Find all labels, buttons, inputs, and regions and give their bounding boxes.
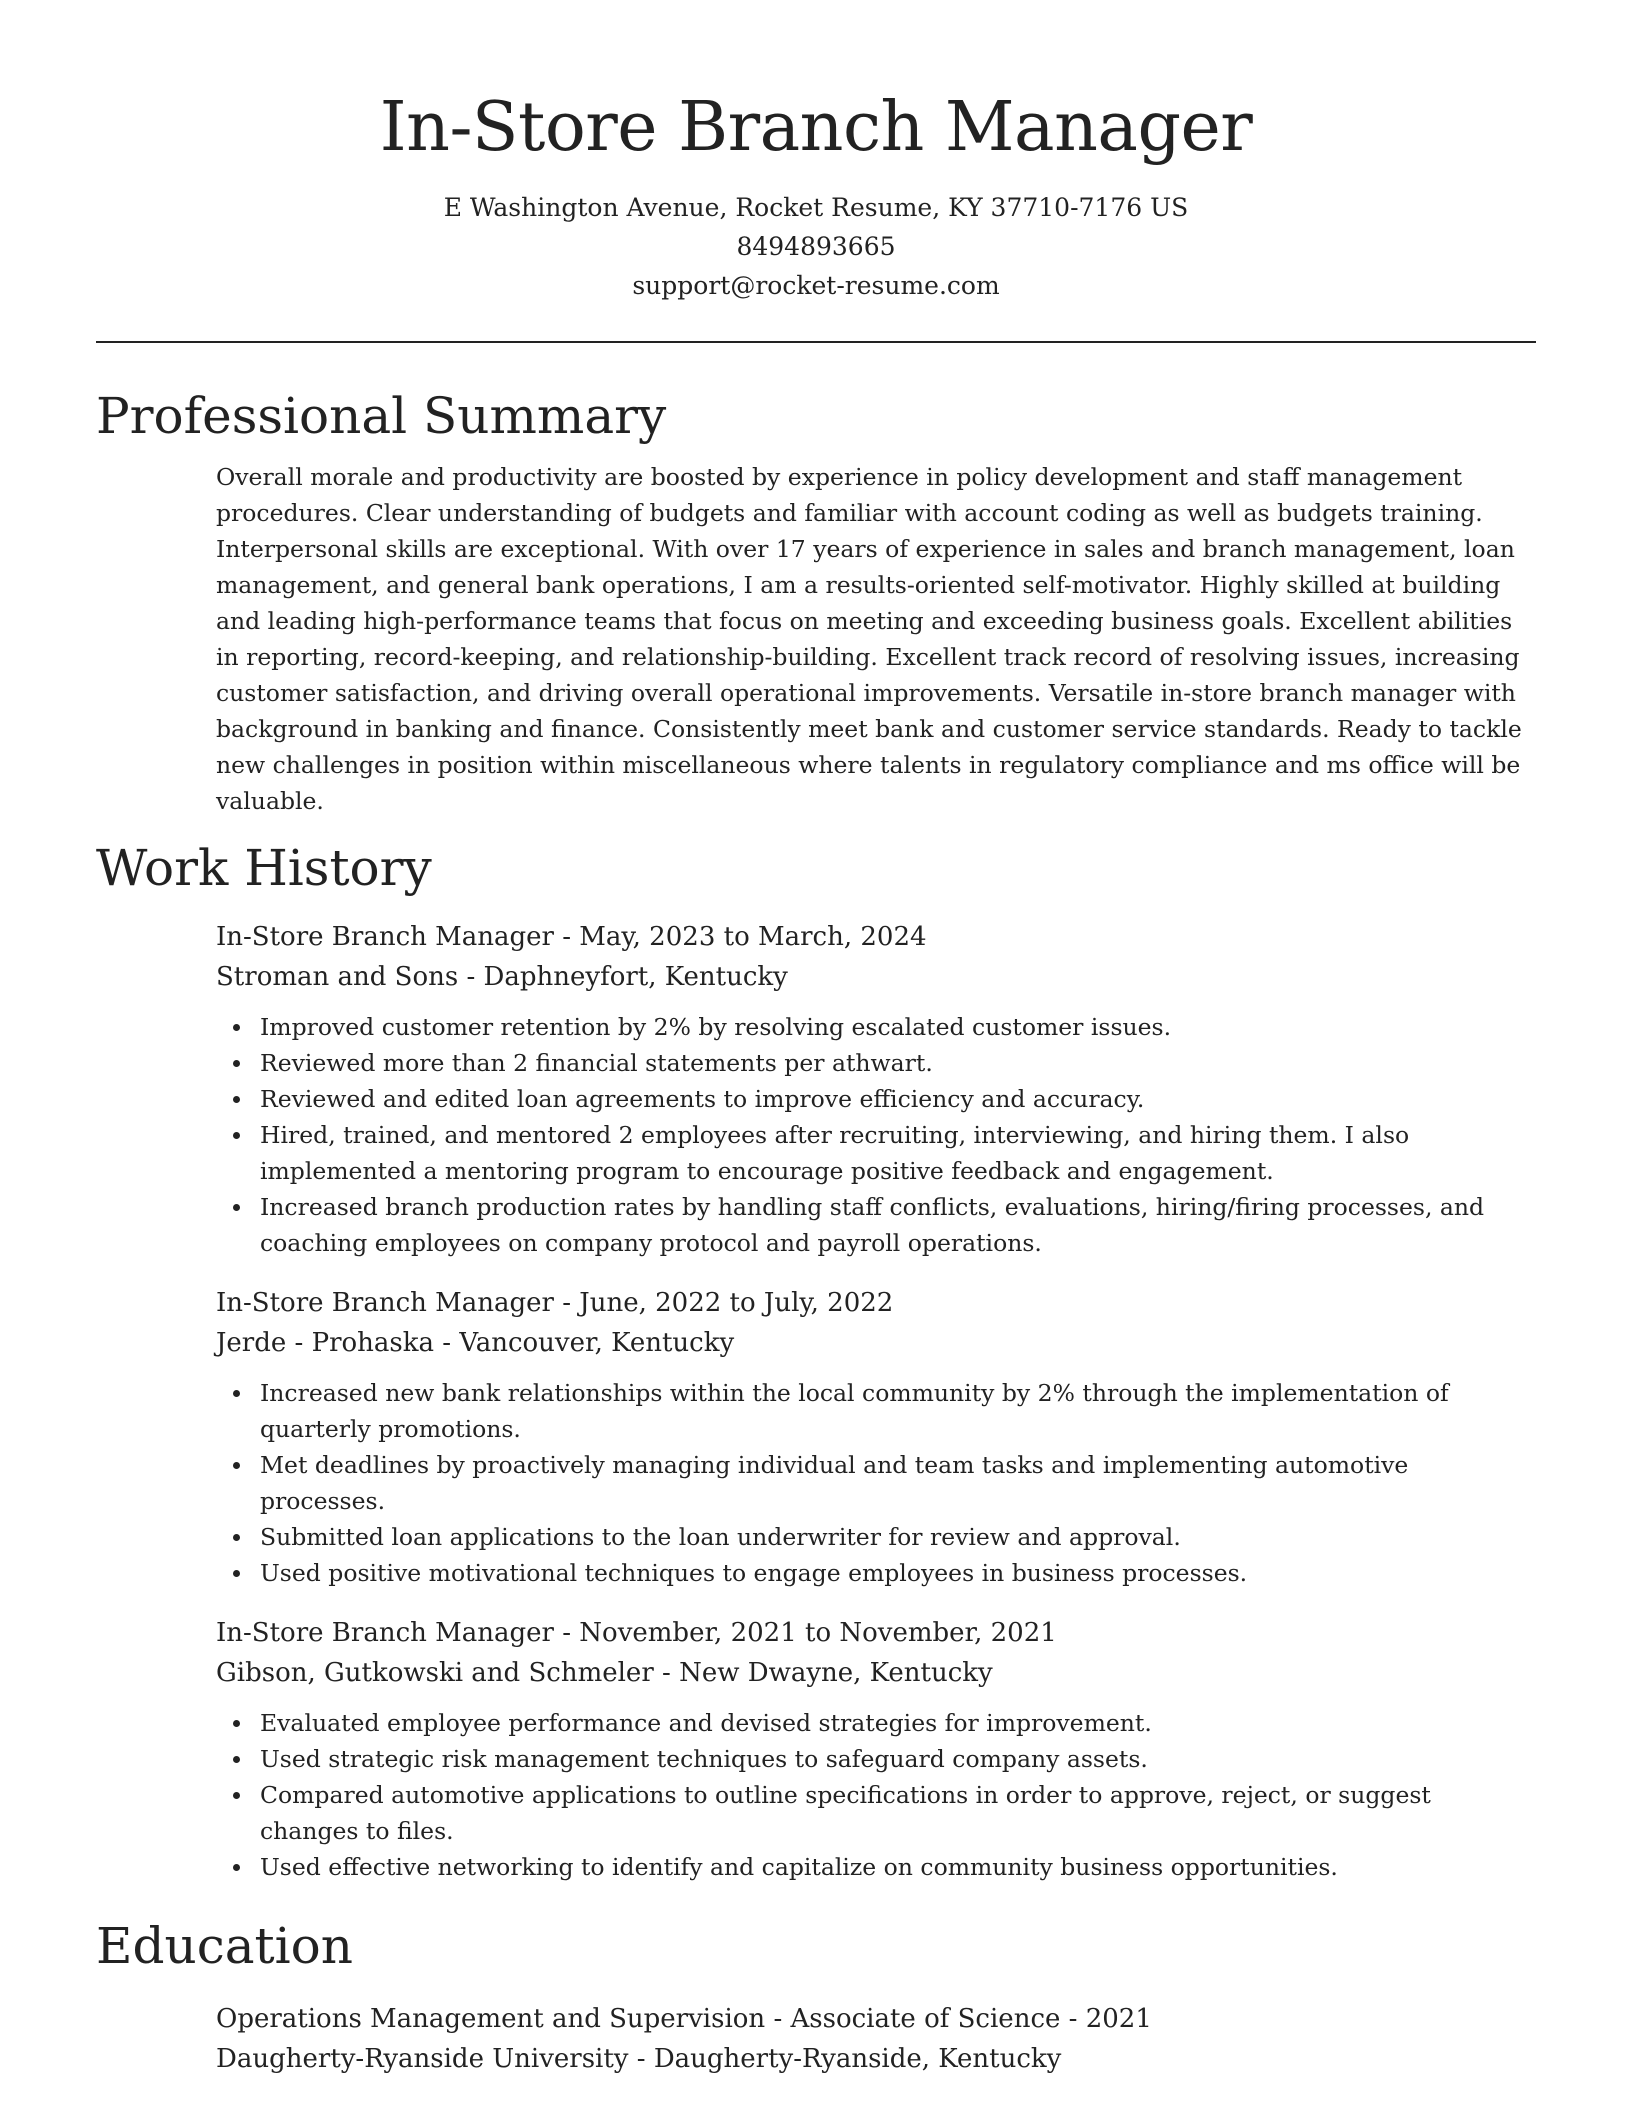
education-school: Daugherty-Ryanside University	[216, 2044, 629, 2074]
job-dates: - May, 2023 to March, 2024	[553, 922, 927, 952]
job-bullet: Reviewed more than 2 financial statements per athwart.	[216, 1045, 1536, 1081]
contact-phone: 8494893665	[736, 232, 896, 261]
job-bullet: Improved customer retention by 2% by resolving escalated customer issues.	[216, 1009, 1536, 1045]
job-entry	[216, 1283, 1536, 1591]
contact-address: E Washington Avenue, Rocket Resume, KY 37710-7176 US	[443, 193, 1189, 222]
professional-summary-section	[96, 381, 1536, 819]
job-company-line	[216, 1653, 1536, 1693]
job-company: Jerde - Prohaska	[216, 1328, 435, 1358]
job-location: - Vancouver, Kentucky	[434, 1328, 735, 1358]
job-title: In-Store Branch Manager	[216, 922, 554, 952]
job-title: In-Store Branch Manager	[216, 1618, 554, 1648]
education-entry	[216, 1999, 1536, 2079]
job-location: - New Dwayne, Kentucky	[653, 1658, 993, 1688]
work-history-section	[96, 833, 1536, 1885]
job-bullet: Evaluated employee performance and devised strategies for improvement.	[216, 1705, 1536, 1741]
job-company-line	[216, 1323, 1536, 1363]
job-bullets	[216, 1375, 1536, 1591]
job-company: Gibson, Gutkowski and Schmeler	[216, 1658, 654, 1688]
job-bullet: Used positive motivational techniques to engage employees in business processes.	[216, 1555, 1536, 1591]
job-bullet: Met deadlines by proactively managing individual and team tasks and implementing automotive processes.	[216, 1447, 1536, 1519]
job-bullet: Compared automotive applications to outline specifications in order to approve, reject, or suggest changes to files.	[216, 1777, 1536, 1849]
education-degree-line	[216, 1999, 1536, 2039]
section-heading-education: Education	[96, 1917, 353, 1975]
education-location: - Daugherty-Ryanside, Kentucky	[628, 2044, 1062, 2074]
job-bullet: Increased new bank relationships within the local community by 2% through the implementation of quarterly promotions.	[216, 1375, 1536, 1447]
job-bullet: Submitted loan applications to the loan underwriter for review and approval.	[216, 1519, 1536, 1555]
job-company: Stroman and Sons	[216, 962, 459, 992]
education-school-line	[216, 2039, 1536, 2079]
job-bullet: Hired, trained, and mentored 2 employees after recruiting, interviewing, and hiring them. I also implemented a mentoring program to encourage positive feedback and engagement.	[216, 1117, 1536, 1189]
job-dates: - November, 2021 to November, 2021	[553, 1618, 1057, 1648]
education-degree: Operations Management and Supervision - Associate of Science	[216, 2004, 1061, 2034]
contact-email: support@rocket-resume.com	[632, 271, 1000, 300]
job-title-line	[216, 1283, 1536, 1323]
job-bullet: Used strategic risk management techniques to safeguard company assets.	[216, 1741, 1536, 1777]
section-heading-work-history: Work History	[96, 839, 432, 897]
job-bullet: Increased branch production rates by handling staff conflicts, evaluations, hiring/firing processes, and coaching employees on company protocol and payroll operations.	[216, 1189, 1536, 1261]
job-bullet: Reviewed and edited loan agreements to improve efficiency and accuracy.	[216, 1081, 1536, 1117]
contact-info	[96, 188, 1536, 305]
job-title-line	[216, 917, 1536, 957]
section-heading-summary: Professional Summary	[96, 387, 667, 445]
resume-title: In-Store Branch Manager	[379, 88, 1253, 167]
education-section	[96, 1911, 1536, 2079]
job-location: - Daphneyfort, Kentucky	[458, 962, 788, 992]
job-entry	[216, 917, 1536, 1261]
header-divider	[96, 341, 1536, 343]
job-bullet: Used effective networking to identify and capitalize on community business opportunities.	[216, 1849, 1536, 1885]
job-dates: - June, 2022 to July, 2022	[553, 1288, 894, 1318]
job-entry	[216, 1613, 1536, 1885]
job-company-line	[216, 957, 1536, 997]
job-title: In-Store Branch Manager	[216, 1288, 554, 1318]
job-title-line	[216, 1613, 1536, 1653]
education-year: - 2021	[1060, 2004, 1152, 2034]
job-bullets	[216, 1705, 1536, 1885]
summary-text: Overall morale and productivity are boosted by experience in policy development and staff management procedures. Clear understanding of budgets and familiar with account coding as well as budgets training. Interpersonal skills are exceptional. With over 17 years of experience in sales and branch management, loan management, and general bank operations, I am a results-oriented self-motivator. Highly skilled at building and leading high-performance teams that focus on meeting and exceeding business goals. Excellent abilities in reporting, record-keeping, and relationship-building. Excellent track record of resolving issues, increasing customer satisfaction, and driving overall operational improvements. Versatile in-store branch manager with background in banking and finance. Consistently meet bank and customer service standards. Ready to tackle new challenges in position within miscellaneous where talents in regulatory compliance and ms office will be valuable.	[216, 463, 1522, 815]
job-bullets	[216, 1009, 1536, 1261]
